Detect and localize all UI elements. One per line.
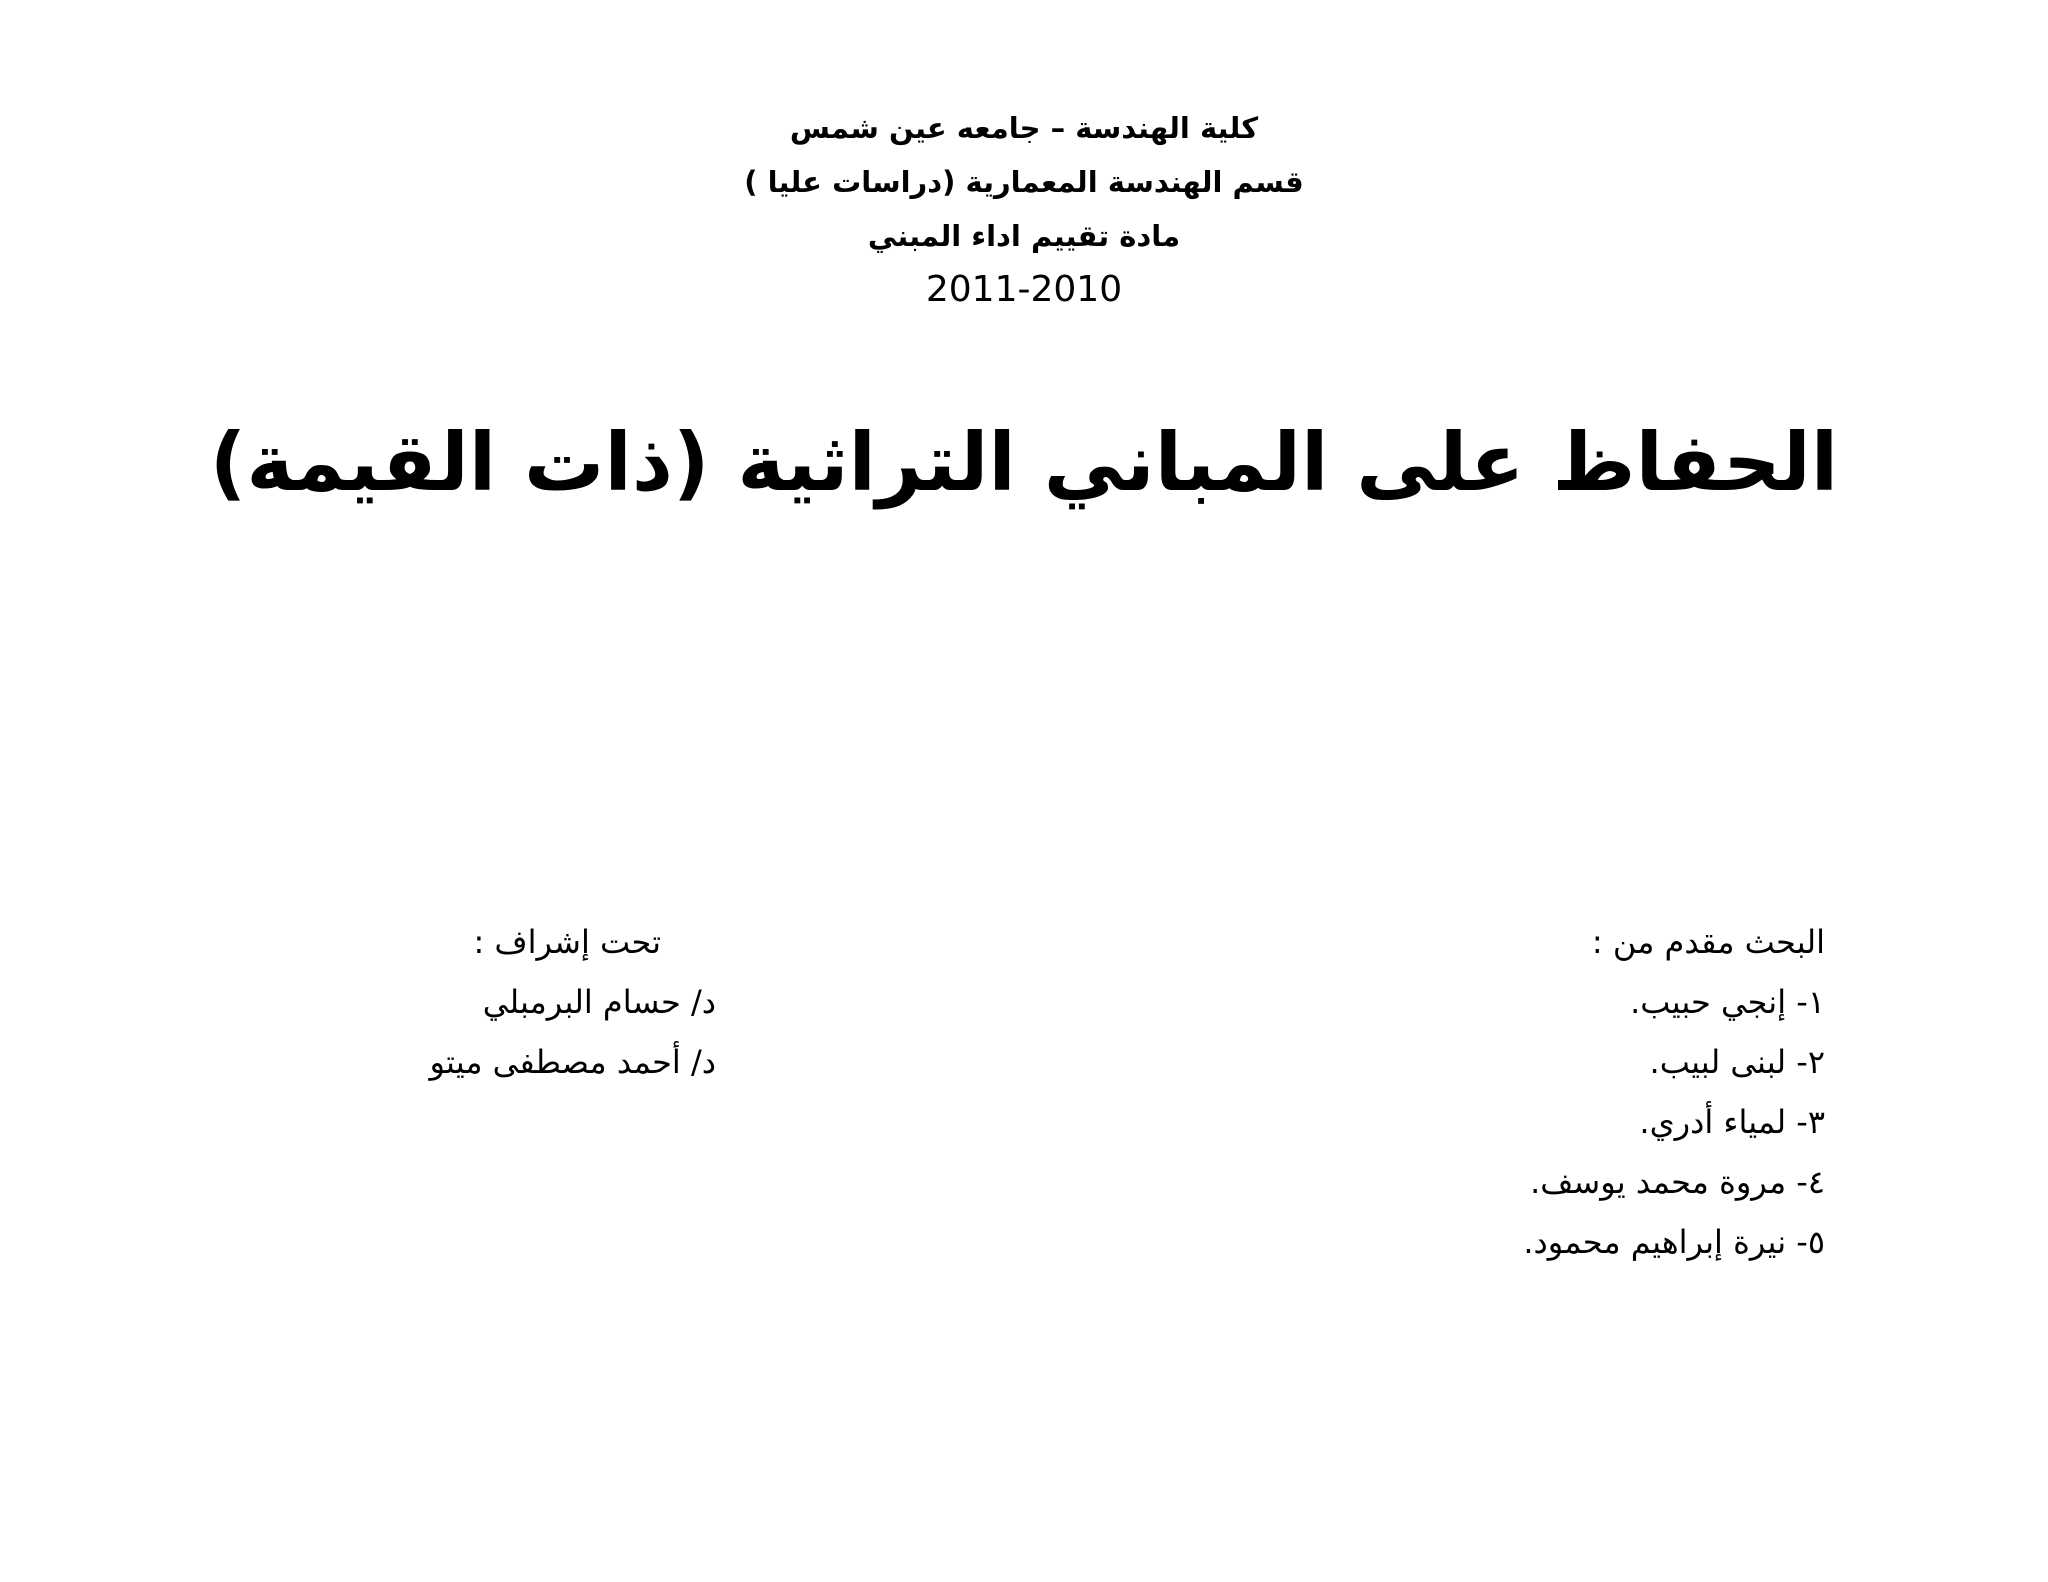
faculty-line: كلية الهندسة – جامعه عين شمس: [789, 111, 1259, 145]
authors-heading: البحث مقدم من :: [1591, 923, 1825, 961]
supervisors-heading: تحت إشراف :: [473, 923, 661, 961]
author-item: ٣- لمياء أدري.: [1639, 1103, 1825, 1141]
course-line: مادة تقييم اداء المبني: [867, 219, 1181, 253]
author-item: ٥- نيرة إبراهيم محمود.: [1523, 1223, 1825, 1261]
department-line: قسم الهندسة المعمارية (دراسات عليا ): [744, 165, 1304, 199]
author-item: ١- إنجي حبيب.: [1630, 983, 1825, 1021]
supervisors-section: [296, 912, 716, 1092]
author-item: ٤- مروة محمد يوسف.: [1530, 1163, 1825, 1201]
research-title: الحفاظ على المباني التراثية (ذات القيمة): [209, 416, 1839, 509]
supervisor-item: د/ أحمد مصطفى ميتو: [429, 1043, 716, 1081]
supervisor-item: د/ حسام البرمبلي: [482, 983, 716, 1021]
academic-year: 2011-2010: [925, 269, 1123, 310]
author-item: ٢- لبنى لبيب.: [1649, 1043, 1825, 1081]
authors-section: [1265, 912, 1825, 1272]
